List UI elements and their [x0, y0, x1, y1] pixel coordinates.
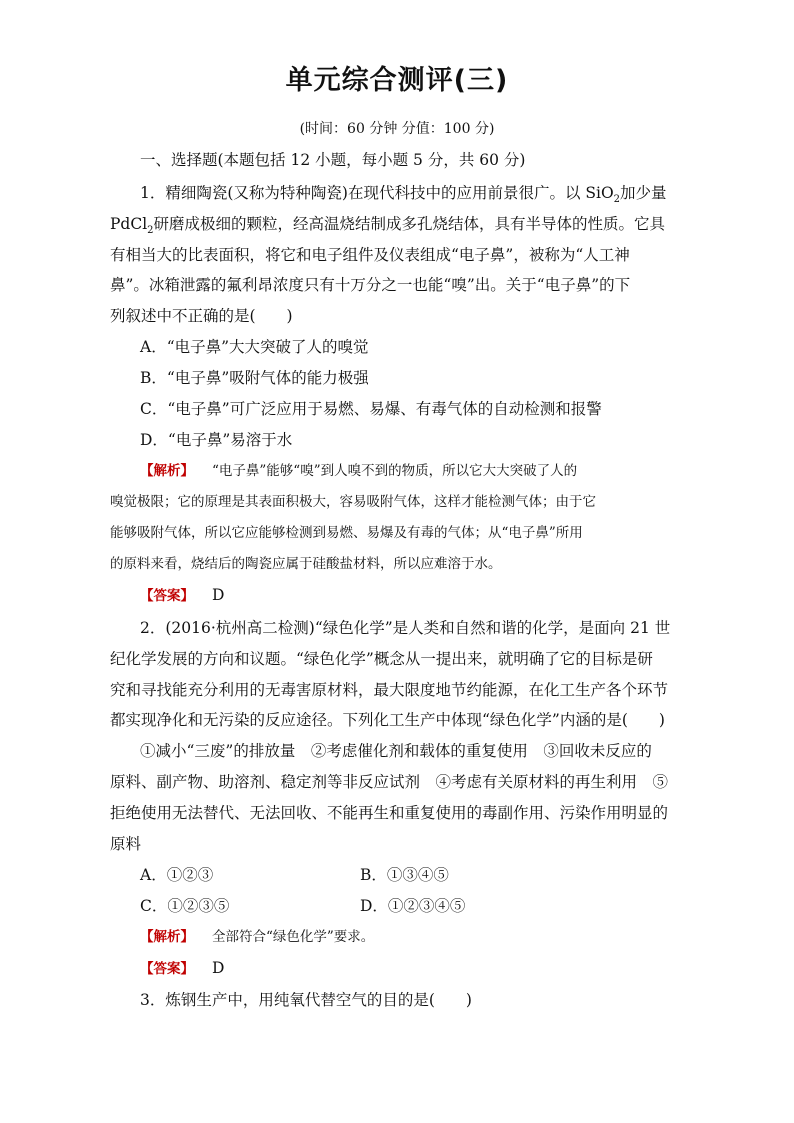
q2-statement-line-2: 原料、副产物、助溶剂、稳定剂等非反应试剂 ④考虑有关原材料的再生利用 ⑤	[110, 773, 669, 791]
q1-option-d: D．“电子鼻”易溶于水	[140, 431, 293, 449]
explanation-tag: 【解析】	[140, 463, 194, 479]
q2-line-3: 究和寻找能充分利用的无毒害原材料，最大限度地节约能源，在化工生产各个环节	[110, 681, 669, 699]
q2-statement-line-4: 原料	[110, 835, 142, 853]
q1-explanation-line-1: 【解析】 “电子鼻”能够“嗅”到人嗅不到的物质，所以它大大突破了人的	[140, 463, 578, 479]
q1-option-b: B．“电子鼻”吸附气体的能力极强	[140, 369, 369, 387]
q2-option-b: B．①③④⑤	[360, 866, 449, 884]
q1-line-2: PdCl$_2$研磨成极细的颗粒，经高温烧结制成多孔烧结体，具有半导体的性质。它具	[110, 215, 666, 237]
q1-line-4: 鼻”。冰箱泄露的氟利昂浓度只有十万分之一也能“嗅”出。关于“电子鼻”的下	[110, 276, 631, 294]
q2-option-d: D．①②③④⑤	[360, 897, 466, 915]
explanation-tag: 【解析】	[140, 929, 194, 945]
answer-tag: 【答案】	[140, 588, 194, 604]
q1-line-3: 有相当大的比表面积，将它和电子组件及仪表组成“电子鼻”，被称为“人工神	[110, 246, 630, 264]
q2-line-4: 都实现净化和无污染的反应途径。下列化工生产中体现“绿色化学”内涵的是( )	[110, 711, 665, 729]
q2-line-2: 纪化学发展的方向和议题。“绿色化学”概念从一提出来，就明确了它的目标是研	[110, 650, 653, 668]
q2-option-c: C．①②③⑤	[140, 897, 230, 915]
q1-line-1: 1．精细陶瓷(又称为特种陶瓷)在现代科技中的应用前景很广。以 SiO$_2$加少量	[140, 184, 667, 206]
q2-option-a: A．①②③	[140, 866, 214, 884]
q1-explanation-line-2: 嗅觉极限；它的原理是其表面积极大，容易吸附气体，这样才能检测气体；由于它	[110, 494, 596, 510]
q2-answer: 【答案】 D	[140, 959, 225, 977]
q1-option-a: A．“电子鼻”大大突破了人的嗅觉	[140, 338, 369, 356]
q2-statement-line-1: ①减小“三废”的排放量 ②考虑催化剂和载体的重复使用 ③回收未反应的	[140, 742, 652, 760]
q1-answer: 【答案】 D	[140, 586, 225, 604]
q1-explanation-line-4: 的原料来看，烧结后的陶瓷应属于硅酸盐材料，所以应难溶于水。	[110, 556, 502, 572]
page-title: 单元综合测评(三)	[285, 65, 509, 96]
q1-option-c: C．“电子鼻”可广泛应用于易燃、易爆、有毒气体的自动检测和报警	[140, 400, 602, 418]
q1-line-5: 列叙述中不正确的是( )	[110, 307, 293, 325]
q2-line-1: 2．(2016·杭州高二检测)“绿色化学”是人类和自然和谐的化学，是面向 21 世	[140, 619, 671, 637]
exam-meta: (时间：60 分钟 分值：100 分)	[299, 121, 495, 137]
section-heading: 一、选择题(本题包括 12 小题，每小题 5 分，共 60 分)	[140, 151, 526, 169]
q3-line-1: 3．炼钢生产中，用纯氧代替空气的目的是( )	[140, 991, 472, 1009]
answer-tag: 【答案】	[140, 961, 194, 977]
q2-explanation: 【解析】 全部符合“绿色化学”要求。	[140, 929, 375, 945]
q1-explanation-line-3: 能够吸附气体，所以它应能够检测到易燃、易爆及有毒的气体；从“电子鼻”所用	[110, 525, 583, 541]
q2-statement-line-3: 拒绝使用无法替代、无法回收、不能再生和重复使用的毒副作用、污染作用明显的	[110, 804, 669, 822]
